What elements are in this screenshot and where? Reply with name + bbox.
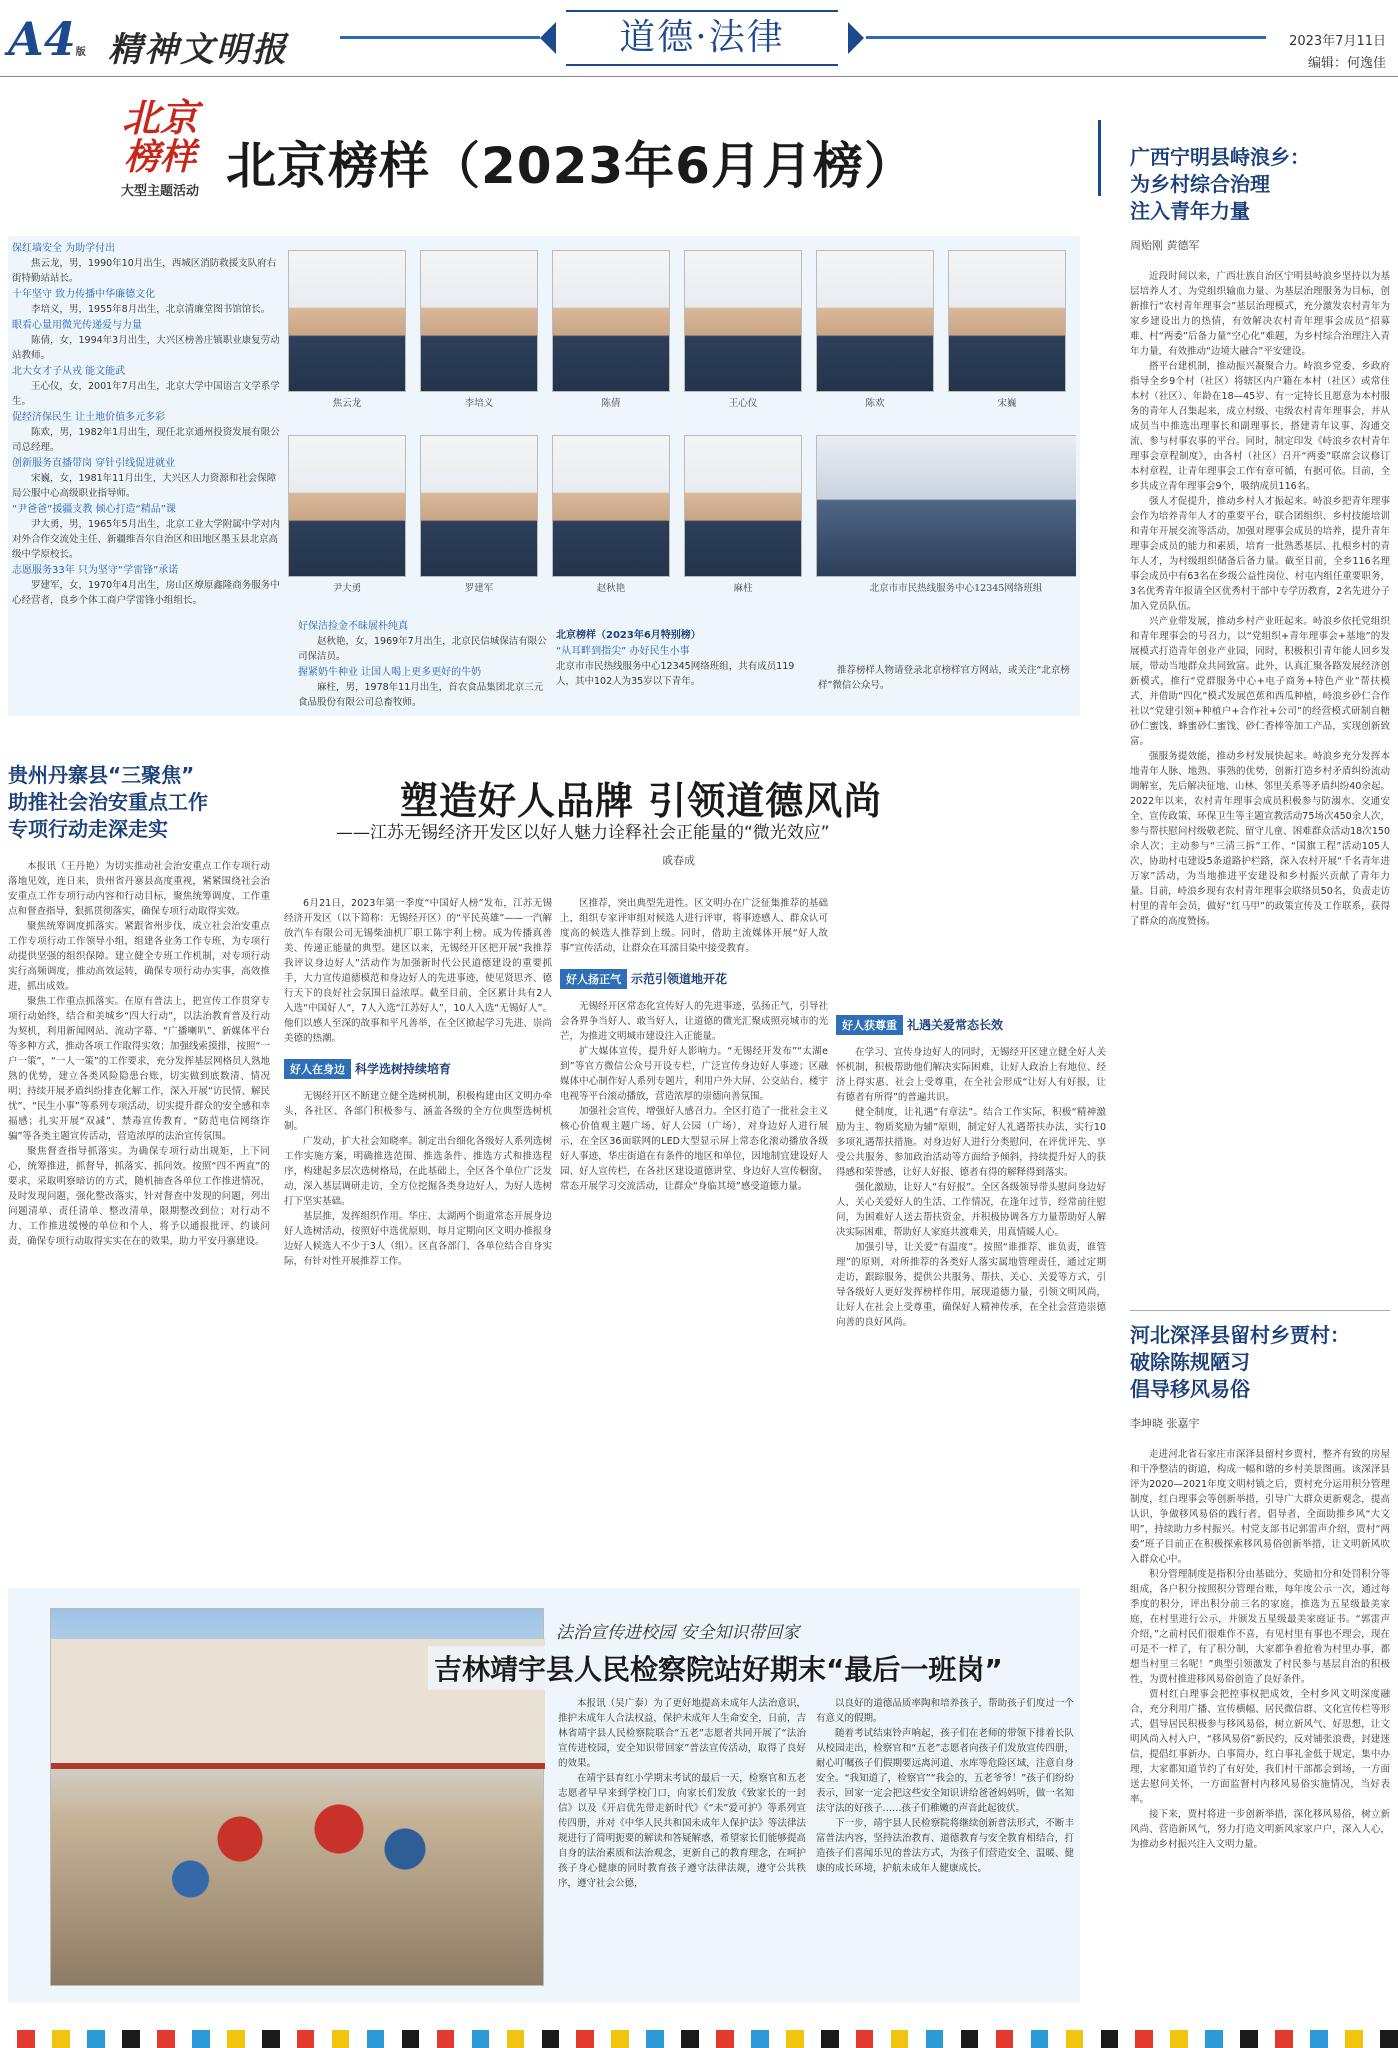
jiangsu-paragraph: 健全制度，让礼遇“有章法”。结合工作实际，积极“精神激励为主、物质奖励为辅”原则，制定好人礼遇帮扶办法，实行10多项礼遇帮扶措施。对身边好人进行分类慰问，在评优评先、享受公共服务、参加政治活动等方面给予倾斜，持续提升好人的获得感和荣誉感，让好人好报、德者有得的解释得到落实。 xyxy=(836,1107,1106,1178)
hebei-title-2: 破除陈规陋习 xyxy=(1130,1350,1250,1374)
footer-color-bar xyxy=(0,2030,1398,2048)
person-photo-card xyxy=(420,250,538,409)
color-swatch xyxy=(157,2030,174,2048)
bangyang-list-bottom-2 xyxy=(556,618,811,713)
hebei-paragraph: 走进河北省石家庄市深泽县留村乡贾村，整齐有致的房屋和干净整洁的街道，构成一幅和谐的乡村美景图画。该深泽县评为2020—2021年度文明村镇之后，贾村充分运用积分管理制度，红白理事会等创新举措，引导广大群众更新观念，提高认识，争做移风易俗的践行者，倡导者，全面助推乡风“大文明”，持续助力乡村振兴。村党支部书记郭雷声介绍，贾村“两委”班子目前正在积极探索移风易俗创新举措，让文明新风吹入群众心中。 xyxy=(1130,1449,1390,1565)
jiangsu-subhead-1: 好人在身边 科学选树持续培育 xyxy=(284,1058,552,1079)
guangxi-title-3: 注入青年力量 xyxy=(1130,199,1250,223)
jilin-kicker: 法治宣传进校园 安全知识带回家 xyxy=(556,1623,800,1643)
color-swatch xyxy=(122,2030,139,2048)
page-header xyxy=(0,0,1398,80)
color-swatch xyxy=(1293,2030,1310,2048)
color-swatch xyxy=(1118,2030,1135,2048)
color-swatch xyxy=(437,2030,454,2048)
special-ranking-tag: 北京榜样（2023年6月特别榜） xyxy=(556,630,701,641)
person-photo xyxy=(948,250,1066,392)
color-swatch xyxy=(402,2030,419,2048)
color-swatch xyxy=(87,2030,104,2048)
person-photo-card xyxy=(552,250,670,409)
person-photo xyxy=(684,250,802,392)
hebei-paragraph: 积分管理制度是指积分由基础分、奖励扣分和处罚积分等组成，各户积分按照积分管理台账，每年度公示一次，通过每季度的积分，评出积分前三名的家庭，推选为五星级最美家庭，在村里进行公示，并颁发五星级最美家庭证书。“郭雷声介绍，”之前村民们很难作不喜，有见村里有事也不理会，现在可是不一样了，有了积分制，大家都争着抢着为村里办事，都想当村里三名呢！”典型引领激发了村民参与基层自治的积极性，为贾村推进移风易俗创造了良好条件。 xyxy=(1130,1569,1390,1685)
color-swatch xyxy=(349,2030,366,2048)
person-headline: 握紧奶牛种业 让国人喝上更多更好的牛奶 xyxy=(298,667,482,678)
person-headline: 好保洁捡金不昧展朴纯真 xyxy=(298,621,408,632)
person-photo-caption: 赵秋艳 xyxy=(596,583,626,594)
paper-name: 精神文明报 xyxy=(108,30,288,70)
color-swatch xyxy=(227,2030,244,2048)
jiangsu-subhead-2: 好人扬正气 示范引领道地开花 xyxy=(560,968,828,989)
color-swatch xyxy=(489,2030,506,2048)
color-swatch xyxy=(769,2030,786,2048)
color-swatch xyxy=(786,2030,803,2048)
editor-credit: 编辑：何逸佳 xyxy=(1307,56,1386,71)
guizhou-paragraph: 聚焦工作重点抓落实。在原有普法上，把宣传工作贯穿专项行动始终，结合和美城乡“四大行动”，以法治教育普及行动为契机，利用新闻网站、流动字幕、“广播喇叭”、新媒体平台等多种方式，推动各项工作取得实效；加强线索摸排，按照“一户一策”，“一人一策”的工作要求，充分发挥基层网格员人熟地熟的优势，建立各类风险隐患台账，切实做到底数清、情况明；持续开展矛盾纠纷排查化解工作，深入开展“访民情、解民忧”、“民生小事”等系列专项活动，切实提升群众的安全感和幸福感；扎实开展“双减”、禁毒宣传教育、“防范电信网络诈骗”等各类主题宣传活动，营造浓厚的法治宣传氛围。 xyxy=(8,996,270,1142)
color-swatch xyxy=(1048,2030,1065,2048)
guangxi-paragraph: 强人才促提升，推动乡村人才振起来。峙浪乡把青年理事会作为培养青年人才的重要平台，联合团组织、乡村技能培训和青年开展交流等活动，加强对理事会成员的培养，提升青年理事会成员的能力和素质，培育一批熟悉基层、扎根乡村的青年人才，为村级组织储备后备力量。截至目前，全乡116名理事会成员中有63名在乡级公益性岗位、村屯内组任重要职务，3名优秀青年报请全区优秀村干部中专学历教育，2名先进分子加入党员队伍。 xyxy=(1130,496,1390,612)
hebei-title-1: 河北深泽县留村乡贾村： xyxy=(1130,1323,1350,1347)
color-swatch xyxy=(1153,2030,1170,2048)
guangxi-title-1: 广西宁明县峙浪乡： xyxy=(1130,145,1310,169)
person-photo-caption: 麻柱 xyxy=(733,583,753,594)
bangyang-box xyxy=(8,236,1080,716)
person-photo xyxy=(420,250,538,392)
person-photo xyxy=(552,250,670,392)
color-swatch xyxy=(1310,2030,1327,2048)
jiangsu-paragraph: 强化激励，让好人“有好报”。全区各级领导带头慰问身边好人，关心关爱好人的生活、工作情况，在逢年过节，经常前往慰问，为困难好人送去帮扶资金，并积极协调各方力量帮助好人解决实际困难，帮助好人家庭共渡难关，用真情暖人心。 xyxy=(836,1182,1106,1238)
color-swatch xyxy=(611,2030,628,2048)
color-swatch xyxy=(297,2030,314,2048)
color-swatch xyxy=(314,2030,331,2048)
person-text: 王心仪，女，2001年7月出生，北京大学中国语言文学系学生。 xyxy=(12,381,280,407)
color-swatch xyxy=(70,2030,87,2048)
color-swatch xyxy=(594,2030,611,2048)
color-swatch xyxy=(1135,2030,1152,2048)
color-swatch xyxy=(716,2030,733,2048)
color-swatch xyxy=(192,2030,209,2048)
person-photo xyxy=(288,250,406,392)
person-text: 尹大勇，男，1965年5月出生，北京工业大学附属中学对内对外合作交流处主任、新疆维吾尔自治区和田地区墨玉县北京高级中学原校长。 xyxy=(12,519,280,560)
guizhou-title-3: 专项行动走深走实 xyxy=(8,817,168,841)
jiangsu-byline: 戚春成 xyxy=(662,854,695,867)
guangxi-byline: 周贻刚 黄德军 xyxy=(1130,239,1200,252)
color-swatch xyxy=(1275,2030,1292,2048)
guangxi-paragraph: 近段时间以来，广西壮族自治区宁明县峙浪乡坚持以为基层培养人才、为党组织输血力量、为基层治理服务为目标，创新推行“农村青年理事会”基层治理模式，充分激发农村青年为家乡建设出力的热情，有效解决农村青年理事会成员“招募难、村“两委”后备力量“空心化”难题，为乡村综合治理注入青年力量，有效推动“边境大融合”平安建设。 xyxy=(1130,271,1390,357)
color-swatch xyxy=(454,2030,471,2048)
color-swatch xyxy=(1363,2030,1380,2048)
person-text: 陈欢，男，1982年1月出生，现任北京通州投资发展有限公司总经理。 xyxy=(12,427,280,453)
person-photo-card xyxy=(288,435,406,594)
jiangsu-col-3 xyxy=(836,896,1106,1586)
jiangsu-headline: 塑造好人品牌 引领道德风尚 xyxy=(400,779,883,823)
color-swatch xyxy=(1258,2030,1275,2048)
person-photo xyxy=(288,435,406,577)
jilin-paragraph: 以良好的道德品质率陶和培养孩子，帮助孩子们度过一个有意义的假期。 xyxy=(816,1698,1074,1724)
person-photo xyxy=(552,435,670,577)
guizhou-paragraph: 聚焦统筹调度抓落实。紧跟省州步伐，成立社会治安重点工作专项行动工作领导小组，组建各业务工作专班，为专项行动提供坚强的组织保障。建立健全专班工作机制，对专项行动实行高频调度，推动高效运转，确保专项行动办实事，高效推进，抓出成效。 xyxy=(8,921,270,992)
color-swatch xyxy=(943,2030,960,2048)
section-arrow-right xyxy=(848,22,864,54)
jiangsu-paragraph: 无锡经开区不断建立健全选树机制，积极构建由区文明办牵头，各社区、各部门积极参与、涵盖各级的全方位典型选树机制。 xyxy=(284,1091,552,1132)
guangxi-paragraph: 兴产业带发展，推动乡村产业旺起来。峙浪乡依托党组织和青年理事会的号召力，以“党组织+青年理事会+基地”的发展模式打造青年创业产业园，同时，积极积引青年能人回乡发展，带动当地群众共同致富。此外，认真汇聚各路发展经济创新模式，推行“党群服务中心+电子商务+特色产业”帮扶模式，并借助“四化”模式发展芭蕉和西瓜种植，峙浪乡砂仁合作社以“党建引领+种植户+合作社+公司”的经营模式研制自糖砂仁蜜饯、蜂蜜砂仁蜜饯、砂仁香棒等加工产品，实现创新致富。 xyxy=(1130,616,1390,747)
person-text: 麻柱，男，1978年11月出生，首农食品集团北京三元食品股份有限公司总畜牧师。 xyxy=(298,682,544,708)
jilin-box xyxy=(8,1588,1080,2002)
header-rule-left xyxy=(340,36,540,39)
jiangsu-col-2 xyxy=(560,896,828,1586)
person-text: 赵秋艳，女，1969年7月出生，北京民信城保洁有限公司保洁员。 xyxy=(298,636,547,662)
color-swatch xyxy=(629,2030,646,2048)
person-photo-caption: 尹大勇 xyxy=(332,583,362,594)
color-swatch xyxy=(1345,2030,1362,2048)
color-swatch xyxy=(978,2030,995,2048)
person-photo-card xyxy=(420,435,538,594)
color-swatch xyxy=(542,2030,559,2048)
hebei-paragraph: 接下来，贾村将进一步创新举措，深化移风易俗，树立新风尚、营造新风气，努力打造文明新风家家户户，深入人心，为推动乡村振兴注入文明力量。 xyxy=(1130,1809,1390,1850)
person-photo-card xyxy=(684,250,802,409)
color-swatch xyxy=(1031,2030,1048,2048)
person-headline: 眼看心量用微光传递爱与力量 xyxy=(12,320,142,331)
color-swatch xyxy=(804,2030,821,2048)
jilin-col-2 xyxy=(816,1696,1074,1996)
person-photo-caption: 北京市市民热线服务中心12345网络班组 xyxy=(869,583,1043,594)
person-photo-card xyxy=(816,435,1076,594)
bangyang-list-bottom-1 xyxy=(298,618,548,713)
color-swatch xyxy=(210,2030,227,2048)
color-swatch xyxy=(1101,2030,1118,2048)
color-swatch xyxy=(1380,2030,1397,2048)
person-headline: 保红墙安全 为助学付出 xyxy=(12,243,116,254)
color-swatch xyxy=(926,2030,943,2048)
color-swatch xyxy=(1223,2030,1240,2048)
jiangsu-subhead-3: 好人获尊重 礼遇关爱常态长效 xyxy=(836,1014,1106,1035)
color-swatch xyxy=(35,2030,52,2048)
person-headline: 十年坚守 致力传播中华廉德文化 xyxy=(12,289,156,300)
person-text: 李培义，男，1955年8月出生，北京清廉堂图书馆馆长。 xyxy=(31,304,271,315)
jiangsu-paragraph: 6月21日，2023年第一季度“中国好人榜”发布，江苏无锡经济开发区（以下简称：无锡经开区）的“平民英雄”——一汽解放汽车有限公司无锡柴油机厂职工陈宇利上榜。成为传播真善美、传递正能量的典型。建区以来，无锡经开区把开展“我推荐我评议身边好人”活动作为加强新时代公民道德建设的重要抓手，大力宣传道德模范和身边好人的先进事迹，使见贤思齐、德行天下的良好社会氛围日益浓厚。截至目前，全区累计共有2人入选“中国好人”，7人入选“江苏好人”，10人入选“无锡好人”。他们以感人至深的故事和平凡善举，在全区掀起学习先进、崇尚美德的热潮。 xyxy=(284,898,552,1044)
guangxi-paragraph: 强服务提效能，推动乡村发展快起来。峙浪乡充分发挥本地青年人脉、地熟、事熟的优势，创新打造乡村矛盾纠纷流动调解室，先后解决征地、山林、邻里关系等矛盾纠纷40余起。2022年以来，农村青年理事会成员积极参与防溺水、交通安全、宣传政策、环保卫生等主题宣教活动75场次450余人次，参与帮扶慰问村级敬老院、留守儿童、困难群众活动18次150余人次；主动参与“三清三拆”工作、“国旗工程”活动105人次，协助村屯建设5条道路护栏路，深入农村开展“千名青年进万家”活动，为当地推进平安建设和乡村振兴贡献了青年力量。目前，峙浪乡现有农村青年理事会联络员50名，负责走访村里的青年会员，做好“红马甲”的政策宣传及工作联系，获得了群众的高度赞扬。 xyxy=(1130,751,1390,927)
color-swatch xyxy=(17,2030,34,2048)
person-text: 焦云龙，男，1990年10月出生，西城区消防救援支队府右街特勤站站长。 xyxy=(12,258,277,284)
jilin-col-1 xyxy=(558,1696,806,1996)
person-photo-caption: 王心仪 xyxy=(728,398,758,409)
jiangsu-paragraph: 广发动，扩大社会知晓率。制定出台细化各级好人系列选树工作实施方案，明确推选范围、推选条件、推选方式和推选程序，构建起多层次选树格局，在此基础上，全区各个单位广泛发动，深入基层调研走访，全方位挖掘各类身边好人，为好人选树打下坚实基础。 xyxy=(284,1136,552,1207)
bangyang-logo: 北京 榜样 大型主题活动 xyxy=(120,96,199,199)
person-photo xyxy=(816,250,934,392)
color-swatch xyxy=(646,2030,663,2048)
guizhou-title-1: 贵州丹寨县“三聚焦” xyxy=(8,763,195,787)
hebei-title-3: 倡导移风易俗 xyxy=(1130,1377,1250,1401)
hebei-paragraph: 贾村红白理事会把控事权把成效，全村乡风文明深度融合，充分利用广播、宣传横幅、居民微信群、文化宣传栏等形式，倡导居民积极参与移风易俗，树立新风气、好思想，让文明风尚入村入户，“移风易俗”新民约，反对铺张浪费，封建迷信，提倡红事新办、白事简办，红白事礼金低于规定，集中办理，大家都知道节约了有好处，我们村干部都会到场，一方面送去慰问关怀，一方面监督村内移风易俗实施情况，当好表率。 xyxy=(1130,1689,1390,1805)
color-swatch xyxy=(472,2030,489,2048)
person-photo xyxy=(684,435,802,577)
special-text: 北京市市民热线服务中心12345网络班组，共有成员119人，其中102人为35岁以下青年。 xyxy=(556,661,795,687)
guangxi-article xyxy=(1130,144,1390,1344)
color-swatch xyxy=(856,2030,873,2048)
jiangsu-paragraph: 区推荐，突出典型先进性。区文明办在广泛征集推荐的基础上，组织专家评审组对候选人进行评审，将事迹感人、群众认可度高的候选人推荐到上级。同时，借助主流媒体开展“好人故事”宣传活动，让群众在耳濡目染中接受教育。 xyxy=(560,898,828,954)
headline-rule xyxy=(1098,120,1101,196)
color-swatch xyxy=(1013,2030,1030,2048)
guizhou-paragraph: 本报讯（王丹艳）为切实推动社会治安重点工作专项行动落地见效，连日来，贵州省丹寨县高度重视，紧紧围绕社会治安重点工作专项行动内容和行动目标，聚焦统筹调度、工作重点和督查指导，狠抓贯彻落实，确保专项行动取得实效。 xyxy=(8,861,270,917)
jiangsu-paragraph: 扩大媒体宣传，提升好人影响力。“无锡经开发布”“太湖e到”等官方微信公众号开设专栏，广泛宣传身边好人事迹；区融媒体中心制作好人系列专题片，利用户外大屏、公交站台、楼宇电视等平台滚动播放，营造浓厚的崇德向善氛围。 xyxy=(560,1046,828,1102)
bangyang-list-left xyxy=(12,240,280,710)
color-swatch xyxy=(1066,2030,1083,2048)
jilin-headline: 吉林靖宇县人民检察院站好期末“最后一班岗” xyxy=(428,1646,1009,1690)
color-swatch xyxy=(664,2030,681,2048)
issue-date: 2023年7月11日 xyxy=(1289,34,1386,49)
color-swatch xyxy=(105,2030,122,2048)
hebei-byline: 李坤晓 张嘉宇 xyxy=(1130,1417,1200,1430)
color-swatch xyxy=(576,2030,593,2048)
color-swatch xyxy=(681,2030,698,2048)
person-photo-caption: 李培义 xyxy=(464,398,494,409)
color-swatch xyxy=(908,2030,925,2048)
person-photo-card xyxy=(816,250,934,409)
color-swatch xyxy=(559,2030,576,2048)
jilin-paragraph: 下一步，靖宇县人民检察院将继续创新普法形式，不断丰富普法内容，坚持法治教育、道德教育与安全教育相结合，打造孩子们喜闻乐见的普法方式，为孩子们营造安全、温暖、健康的成长环境，护航未成年人健康成长。 xyxy=(816,1818,1074,1874)
jiangsu-paragraph: 加强社会宣传，增强好人感召力。全区打造了一批社会主义核心价值观主题广场、好人公园（广场），对身边好人进行展示，在全区36面联网的LED大型显示屏上常态化滚动播放各级好人事迹，华庄街道在有条件的地区和单位，因地制宜建设好人园、好人宣传栏，在各社区建设道德讲堂、身边好人宣传橱窗，常态开展学习交流活动，让群众“身临其境”感受道德力量。 xyxy=(560,1106,828,1192)
color-swatch xyxy=(751,2030,768,2048)
color-swatch xyxy=(1240,2030,1257,2048)
color-swatch xyxy=(821,2030,838,2048)
person-photo-caption: 陈倩 xyxy=(601,398,621,409)
header-bottom-rule xyxy=(0,76,1398,77)
person-headline: 志愿服务33年 只为坚守“学雷锋”承诺 xyxy=(12,565,179,576)
guizhou-paragraph: 聚焦督查指导抓落实。为确保专项行动出规矩，上下同心，统筹推进，抓督导，抓落实、抓问效。按照“四不两直”的要求，采取明察暗访的方式，随机抽查各单位工作推进情况，及时发现问题，强化整改落实，针对督查中发现的问题，列出问题清单、责任清单、整改清单，限期整改到位；对行动不力、工作推进缓慢的单位和个人，将予以通报批评、约谈问责，确保专项行动取得实实在在的效果，助力平安丹寨建设。 xyxy=(8,1146,270,1247)
person-photo-card xyxy=(948,250,1066,409)
person-photo xyxy=(816,435,1076,577)
person-photo-caption: 宋巍 xyxy=(997,398,1017,409)
color-swatch xyxy=(1188,2030,1205,2048)
jiangsu-col-1 xyxy=(284,896,552,1586)
color-swatch xyxy=(961,2030,978,2048)
person-photo-card xyxy=(288,250,406,409)
bangyang-photo-grid xyxy=(288,250,1076,600)
person-photo-caption: 罗建军 xyxy=(464,583,494,594)
hebei-article xyxy=(1130,1322,1390,2022)
jiangsu-paragraph: 加强引导，让关爱“有温度”。按照“谁推荐、谁负责，谁管理”的原则，对所推荐的各类好人落实属地管理责任，通过定期走访，跟踪服务，提供公共服务、帮扶、关心、关爱等方式，引导各级好人更好发挥榜样作用，展现道德力量，引领文明风尚，让好人在社会上受尊重，确保好人精神传承，在全社会营造崇德向善的良好风尚。 xyxy=(836,1242,1106,1328)
color-swatch xyxy=(524,2030,541,2048)
color-swatch xyxy=(245,2030,262,2048)
color-swatch xyxy=(175,2030,192,2048)
person-headline: 促经济保民生 让土地价值多元多彩 xyxy=(12,412,166,423)
guangxi-divider xyxy=(1130,1310,1390,1311)
color-swatch xyxy=(1328,2030,1345,2048)
person-photo-caption: 焦云龙 xyxy=(332,398,362,409)
bangyang-note: 推荐榜样人物请登录北京榜样官方网站，或关注“北京榜样”微信公众号。 xyxy=(818,665,1070,691)
guizhou-article xyxy=(8,762,270,1582)
person-photo xyxy=(420,435,538,577)
color-swatch xyxy=(0,2030,17,2048)
person-headline: 北大女才子从戎 能文能武 xyxy=(12,366,126,377)
color-swatch xyxy=(1205,2030,1222,2048)
section-arrow-left xyxy=(540,22,556,54)
color-swatch xyxy=(367,2030,384,2048)
guangxi-title-2: 为乡村综合治理 xyxy=(1130,172,1270,196)
color-swatch xyxy=(140,2030,157,2048)
color-swatch xyxy=(52,2030,69,2048)
color-swatch xyxy=(384,2030,401,2048)
jiangsu-paragraph: 无锡经开区常态化宣传好人的先进事迹，弘扬正气，引导社会各界争当好人、敢当好人，让道德的微光汇聚成照亮城市的光芒，为推进文明城市建设注入正能量。 xyxy=(560,1001,828,1042)
person-text: 宋巍，女，1981年11月出生，大兴区人力资源和社会保障局公服中心高级职业指导师。 xyxy=(12,473,277,499)
color-swatch xyxy=(280,2030,297,2048)
person-headline: “尹爸爸”援疆支教 倾心打造“精品”课 xyxy=(12,504,176,515)
color-swatch xyxy=(1083,2030,1100,2048)
person-photo-card xyxy=(684,435,802,594)
color-swatch xyxy=(507,2030,524,2048)
jiangsu-paragraph: 在学习、宣传身边好人的同时，无锡经开区建立健全好人关怀机制，积极帮助他们解决实际困难，让好人政治上有地位、经济上得实惠、社会上受尊重，在全社会形成“让好人有好报，让有德者有所得”的普遍共识。 xyxy=(836,1047,1106,1103)
jilin-paragraph: 在靖宇县育红小学期末考试的最后一天，检察官和五老志愿者早早来到学校门口，向家长们发放《致家长的一封信》以及《开启优先带走新时代》《“未”爱可护》等系列宣传四册，并对《中华人民共和国未成年人保护法》等法律法规进行了简明扼要的解读和答疑解惑，希望家长们能够提高自身的法治素质和法治观念，更新自己的教育理念，在呵护孩子身心健康的同时教育孩子遵守法律法规，遵守公共秩序，遵守社会公德， xyxy=(558,1773,806,1889)
photo-people xyxy=(141,1759,471,1959)
guangxi-paragraph: 搭平台建机制，推动振兴凝聚合力。峙浪乡党委、乡政府指导全乡9个村（社区）将辖区内户籍在本村（社区）或常住本村（社区）、年龄在18—45岁、有一定特长且愿意为本村服务的青年人召集起来，成立村级、屯级农村青年理事会，并从成员当中推选出理事长和副理事长，搭建青年议事、沟通交流、参与村事农事的平台。同时，制定印发《峙浪乡农村青年理事会章程制度》，由各村（社区）召开“两委”联席会议修订本村章程，让青年理事会工作有章可循，有据可依。目前，全乡共成立青年理事会9个，吸纳成员116名。 xyxy=(1130,361,1390,492)
bangyang-headline: 北京榜样（2023年6月月榜） xyxy=(226,137,915,195)
color-swatch xyxy=(1170,2030,1187,2048)
special-headline: “从耳畔到指尖” 办好民生小事 xyxy=(556,646,690,657)
guizhou-title-2: 助推社会治安重点工作 xyxy=(8,790,208,814)
color-swatch xyxy=(996,2030,1013,2048)
person-headline: 创新服务直播带岗 穿针引线促进就业 xyxy=(12,458,176,469)
page-number: A4版 xyxy=(8,12,86,66)
person-text: 罗建军，女，1970年4月出生，房山区燎原鑫隆商务服务中心经营者，良乡个体工商户学雷锋小组组长。 xyxy=(12,580,280,606)
color-swatch xyxy=(891,2030,908,2048)
person-photo-caption: 陈欢 xyxy=(865,398,885,409)
color-swatch xyxy=(839,2030,856,2048)
color-swatch xyxy=(419,2030,436,2048)
jilin-paragraph: 本报讯（吴广泰）为了更好地提高未成年人法治意识，推护未成年人合法权益，保护未成年人生命安全，日前，吉林省靖宇县人民检察院联合“五老”志愿者共同开展了“法治宣传进校园，安全知识带回家”普法宣传活动，取得了良好的效果。 xyxy=(558,1698,806,1769)
color-swatch xyxy=(262,2030,279,2048)
person-photo-card xyxy=(552,435,670,594)
header-rule-right xyxy=(866,36,1266,39)
jiangsu-subtitle: ——江苏无锡经济开发区以好人魅力诠释社会正能量的“微光效应” xyxy=(336,823,830,843)
jilin-paragraph: 随着考试结束铃声响起，孩子们在老师的带领下排着长队从校园走出，检察官和“五老”志愿者向孩子们发放宣传四册，耐心叮嘱孩子们假期要远离河道、水库等危险区域，注意自身安全。“我知道了，检察官”“我会的，五老爷爷！”孩子们纷纷表示，回家一定会把这些安全知识讲给爸爸妈妈听，做一名知法守法的好孩子……孩子们稚嫩的声音此起彼伏。 xyxy=(816,1728,1074,1814)
color-swatch xyxy=(332,2030,349,2048)
color-swatch xyxy=(699,2030,716,2048)
color-swatch xyxy=(873,2030,890,2048)
jiangsu-paragraph: 基层推，发挥组织作用。华庄、太湖两个街道常态开展身边好人选树活动，按照好中选优原则，每月定期向区文明办推报身边好人候选人不少于3人（组）。区直各部门、各单位结合自身实际，有针对性开展推荐工作。 xyxy=(284,1211,552,1267)
person-text: 陈倩，女，1994年3月出生，大兴区榜善庄镇职业康复劳动站教师。 xyxy=(12,335,280,361)
color-swatch xyxy=(734,2030,751,2048)
section-title: 道德·法律 xyxy=(566,10,838,66)
bangyang-list-bottom-3 xyxy=(818,618,1076,713)
